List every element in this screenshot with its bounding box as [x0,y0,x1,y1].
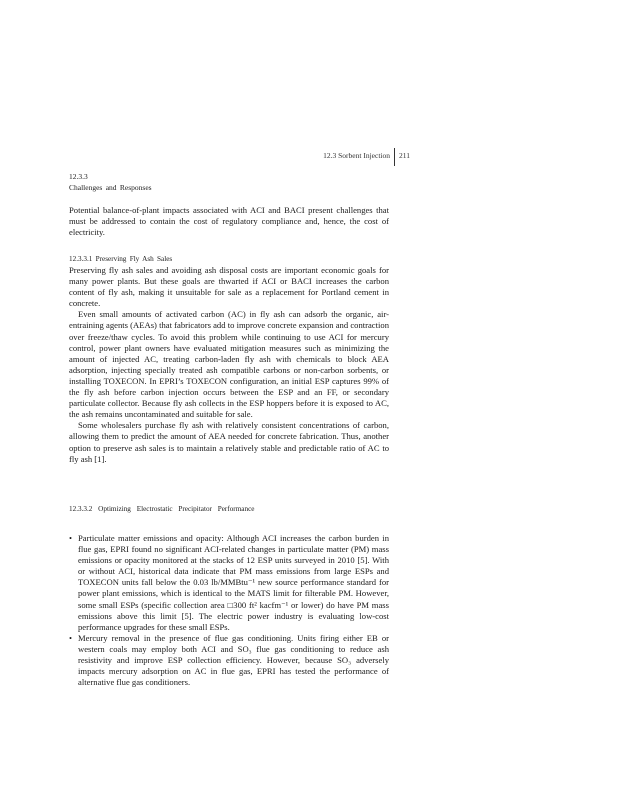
subsection-heading-esp: 12.3.3.2 Optimizing Electrostatic Precipitator Performance [69,505,255,513]
bullet-item [69,633,389,688]
bullet-text: Particulate matter emissions and opacity: Although ACI increases the carbon burden in flue gas, EPRI found no significant ACI-related changes in particulate matter (PM) mass emissions or opacity monitored at the stacks of 12 ESP units surveyed in 2010 [5]. With or without ACI, historical data indicate that PM mass emissions from large ESPs and TOXECON units fall below the 0.03 lb/MMBtu⁻¹ new source performance standard for power plant emissions, which is identical to the MATS limit for filterable PM. However, some small ESPs (specific collection area □300 ft² kacfm⁻¹ or lower) do have PM mass emissions above this limit [5]. The electric power industry is evaluating low-cost performance upgrades for these small ESPs. [78,533,389,632]
running-title: 12.3 Sorbent Injection [323,151,390,160]
page-number: 211 [399,151,410,160]
bullet-marker: • [69,533,73,543]
section-number: 12.3.3 [69,172,88,181]
paragraph: Preserving fly ash sales and avoiding ash disposal costs are important economic goals for many power plants. But these goals are thwarted if ACI or BACI increases the carbon content of fly ash, making it unsuitable for sale as a replacement for Portland cement in concrete. [69,265,389,309]
bullet-marker: • [69,632,73,643]
running-header [300,150,412,168]
subsection-fly-ash-body [69,265,389,465]
header-divider [394,148,395,166]
esp-bullet-list [69,533,389,688]
bullet-text: Mercury removal in the presence of flue gas conditioning. Units firing either EB or western coals may employ both ACI and SO₃ flue gas conditioning to reduce ash resistivity and improve ESP collection efficiency. However, because SO₃ adversely impacts mercury adsorption on AC in flue gas, EPRI has tested the performance of alternative flue gas conditioners. [78,632,389,688]
section-intro [69,205,389,238]
intro-paragraph: Potential balance-of-plant impacts associated with ACI and BACI present challenges that must be addressed to contain the cost of regulatory compliance and, hence, the cost of electricity. [69,205,389,238]
paragraph: Even small amounts of activated carbon (AC) in fly ash can adsorb the organic, air-entraining agents (AEAs) that fabricators add to improve concrete expansion and contraction over freeze/thaw cycles. To avoid this problem while continuing to use ACI for mercury control, power plant owners have evaluated mitigation measures such as minimizing the amount of injected AC, treating carbon-laden fly ash with chemicals to block AEA adsorption, injecting specially treated ash compatible carbons or non-carbon sorbents, or installing TOXECON. In EPRI’s TOXECON configuration, an initial ESP captures 99% of the fly ash before carbon injection occurs between the ESP and an FF, or secondary particulate collector. Because fly ash collects in the ESP hoppers before it is exposed to AC, the ash remains uncontaminated and suitable for sale. [69,309,389,420]
subsection-heading-fly-ash: 12.3.3.1 Preserving Fly Ash Sales [69,255,173,263]
bullet-item [69,533,389,633]
section-title: Challenges and Responses [69,183,152,192]
paragraph: Some wholesalers purchase fly ash with relatively consistent concentrations of carbon, allowing them to predict the amount of AEA needed for concrete fabrication. Thus, another option to preserve ash sales is to maintain a relatively stable and predictable ratio of AC to fly ash [1]. [69,420,389,464]
